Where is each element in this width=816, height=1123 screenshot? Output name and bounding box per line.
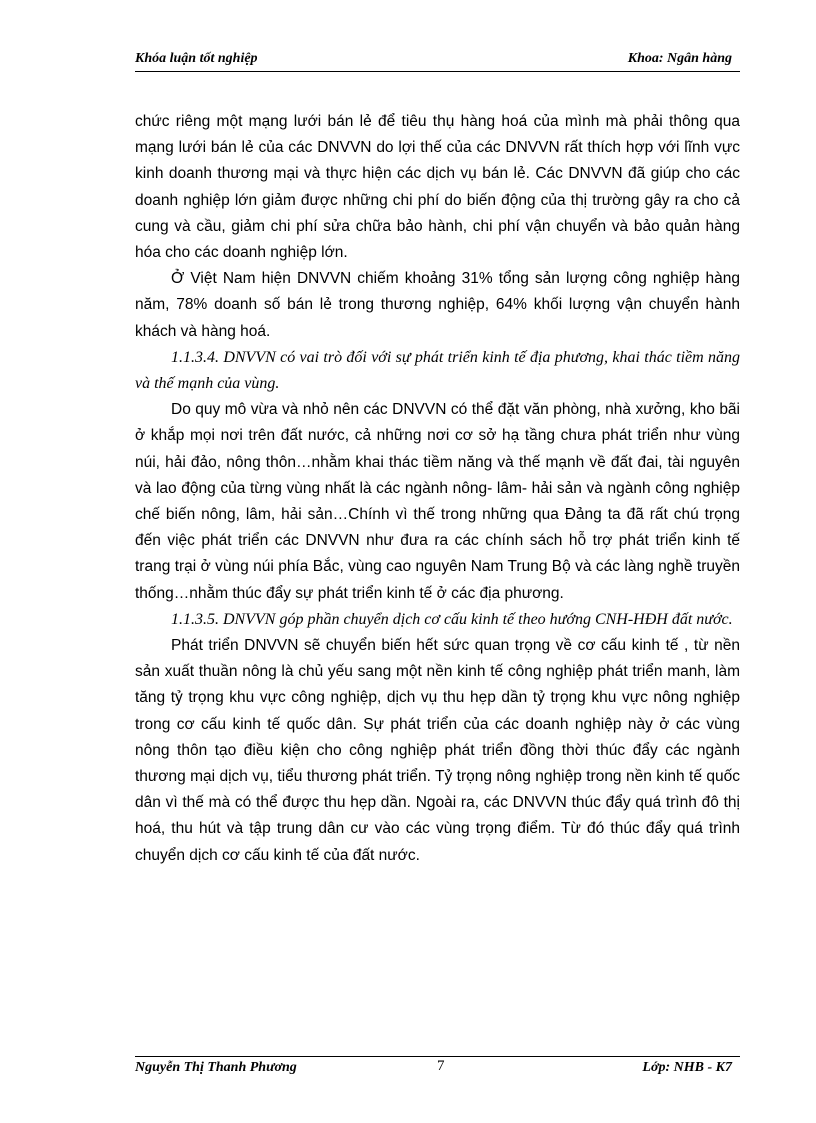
paragraph-2: Ở Việt Nam hiện DNVVN chiếm khoảng 31% tổng sản lượng công nghiệp hàng năm, 78% doanh số bán lẻ trong thương nghiệp, 64% khối lượng vận chuyển hành khách và hàng hoá. <box>135 270 740 340</box>
section-heading-1-1-3-5: 1.1.3.5. DNVVN góp phần chuyển dịch cơ cấu kinh tế theo hướng CNH-HĐH đất nước. <box>171 610 733 628</box>
page-header <box>135 49 740 72</box>
thesis-label: Khóa luận tốt nghiệp <box>135 51 258 66</box>
faculty-label: Khoa: Ngân hàng <box>627 51 732 66</box>
page-number: 7 <box>437 1058 445 1074</box>
section-heading-1-1-3-4: 1.1.3.4. DNVVN có vai trò đối với sự phát triển kinh tế địa phương, khai thác tiềm năng và thế mạnh của vùng. <box>135 348 740 393</box>
paragraph-3: Do quy mô vừa và nhỏ nên các DNVVN có thể đặt văn phòng, nhà xưởng, kho bãi ở khắp mọi nơi trên đất nước, cả những nơi cơ sở hạ tầng chưa phát triển như vùng núi, hải đảo, nông thôn…nhằm khai thác tiềm năng và thế mạnh về đất đai, tài nguyên và lao động của từng vùng nhất là các ngành nông- lâm- hải sản và ngành công nghiệp chế biến nông, lâm, hải sản…Chính vì thế trong những qua Đảng ta đã rất chú trọng đến việc phát triển các DNVVN như đưa ra các chính sách hỗ trợ phát triển kinh tế trang trại ở vùng núi phía Bắc, vùng cao nguyên Nam Trung Bộ và các làng nghề truyền thống…nhằm thúc đẩy sự phát triển kinh tế ở các địa phương. <box>135 401 740 602</box>
paragraph-4: Phát triển DNVVN sẽ chuyển biến hết sức quan trọng về cơ cấu kinh tế , từ nền sản xuất thuần nông là chủ yếu sang một nền kinh tế công nghiệp phát triển manh, làm tăng tỷ trọng khu vực công nghiệp, dịch vụ thu hẹp dần tỷ trọng khu vực nông nghiệp trong cơ cấu kinh tế quốc dân. Sự phát triển của các doanh nghiệp này ở các vùng nông thôn tạo điều kiện cho công nghiệp phát triển đồng thời thúc đẩy các ngành thương mại dịch vụ, tiểu thương phát triển. Tỷ trọng nông nghiệp trong nền kinh tế quốc dân vì thế mà có thể được thu hẹp dần. Ngoài ra, các DNVVN thúc đẩy quá trình đô thị hoá, thu hút và tập trung dân cư vào các vùng trọng điểm. Từ đó thúc đẩy quá trình chuyển dịch cơ cấu kinh tế của đất nước. <box>135 637 740 864</box>
author-name: Nguyễn Thị Thanh Phương <box>135 1060 297 1075</box>
document-body <box>135 109 740 869</box>
class-label: Lớp: NHB - K7 <box>642 1060 732 1075</box>
paragraph-1: chức riêng một mạng lưới bán lẻ để tiêu thụ hàng hoá của mình mà phải thông qua mạng lưới bán lẻ của các DNVVN do lợi thế của các DNVVN rất thích hợp với lĩnh vực kinh doanh thương mại và thực hiện các dịch vụ bán lẻ. Các DNVVN đã giúp cho các doanh nghiệp lớn giảm được những chi phí do biến động của thị trường gây ra cho cả cung và cầu, giảm chi phí sửa chữa bảo hành, chi phí vận chuyển và bảo quản hàng hóa cho các doanh nghiệp lớn. <box>135 113 740 262</box>
page-footer <box>135 1056 740 1079</box>
